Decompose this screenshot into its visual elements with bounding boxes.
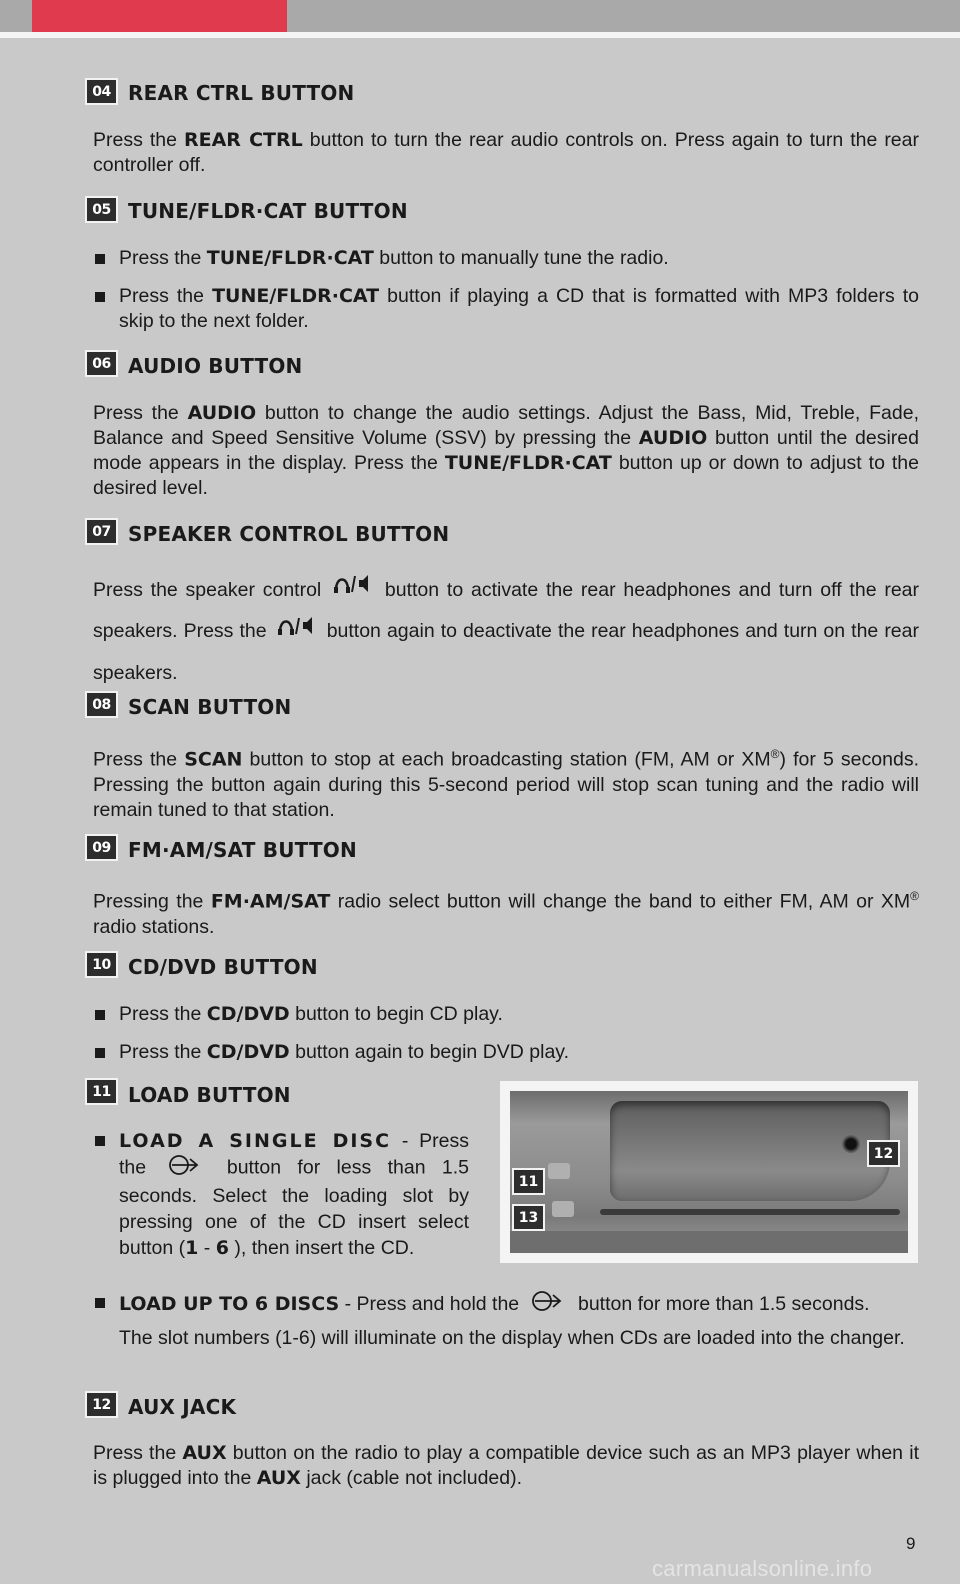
section-number-badge: 04 (85, 78, 118, 105)
cd-changer-photo (510, 1091, 908, 1253)
section-text: Press the AUX button on the radio to play a compatible device such as an MP3 player when it is plugged into the AUX jack (cable not included). (93, 1442, 919, 1489)
header-divider (0, 32, 960, 38)
section-heading: CD/DVD BUTTON (128, 955, 318, 979)
bullet-continuation: The slot numbers (1-6) will illuminate on the display when CDs are loaded into the changer. (119, 1327, 905, 1349)
headphones-speaker-icon (333, 570, 373, 611)
section-number-badge: 07 (85, 518, 118, 545)
section-heading: TUNE/FLDR·CAT BUTTON (128, 199, 408, 223)
photo-callout-badge: 13 (512, 1204, 545, 1231)
page-number: 9 (906, 1534, 916, 1553)
section-text: Press the AUDIO button to change the audio settings. Adjust the Bass, Mid, Treble, Fade, Balance and Speed Sensitive Volume (SSV) by pressing the AUDIO button until the desired mode appears in the display. Press the TUNE/FLDR·CAT button up or down to adjust to the desired level. (93, 402, 919, 499)
bullet-item: Press the TUNE/FLDR·CAT button if playing a CD that is formatted with MP3 folders to skip to the next folder. (119, 285, 920, 332)
watermark: carmanualsonline.info (652, 1556, 873, 1581)
section-heading: SCAN BUTTON (128, 695, 292, 719)
section-number-badge: 09 (85, 834, 118, 861)
headphones-speaker-icon (277, 612, 317, 653)
section-number-badge: 08 (85, 691, 118, 718)
aux-jack (842, 1135, 860, 1153)
load-disc-icon (529, 1290, 569, 1320)
bullet-item: LOAD UP TO 6 DISCS - Press and hold the button for more than 1.5 seconds. (119, 1290, 919, 1320)
load-disc-icon (166, 1154, 206, 1183)
section-heading: AUDIO BUTTON (128, 354, 303, 378)
header-bar (0, 0, 960, 32)
section-number-badge: 05 (85, 196, 118, 223)
section-number-badge: 12 (85, 1391, 118, 1418)
section-heading: REAR CTRL BUTTON (128, 81, 355, 105)
section-heading: LOAD BUTTON (128, 1083, 291, 1107)
section-text: Press the SCAN button to stop at each broadcasting station (FM, AM or XM®) for 5 seconds. Pressing the button again during this 5-second period will stop scan tuning and the radio will remain tuned to that station. (93, 747, 919, 821)
section-text: Press the REAR CTRL button to turn the rear audio controls on. Press again to turn the rear controller off. (93, 129, 919, 176)
section-text: Press the speaker control button to activate the rear headphones and turn off the rear speakers. Press the button again to deactivate the rear headphones and turn on the rear speakers. (93, 570, 919, 694)
section-number-badge: 06 (85, 350, 118, 377)
bullet-item: LOAD A SINGLE DISC - Press the button for less than 1.5 seconds. Select the loading slot by pressing one of the CD insert select button (1 - 6 ), then insert the CD. (119, 1130, 470, 1259)
photo-callout-badge: 12 (867, 1140, 900, 1167)
header-accent (32, 0, 287, 32)
section-text: Pressing the FM·AM/SAT radio select button will change the band to either FM, AM or XM® radio stations. (93, 889, 919, 938)
section-heading: AUX JACK (128, 1395, 237, 1419)
section-heading: SPEAKER CONTROL BUTTON (128, 522, 450, 546)
bullet-item: Press the CD/DVD button to begin CD play. (119, 1002, 919, 1027)
bullet-item: Press the TUNE/FLDR·CAT button to manually tune the radio. (119, 246, 919, 271)
photo-callout-badge: 11 (512, 1168, 545, 1195)
section-number-badge: 10 (85, 951, 118, 978)
section-number-badge: 11 (85, 1078, 118, 1105)
bullet-item: Press the CD/DVD button again to begin DVD play. (119, 1040, 919, 1065)
section-heading: FM·AM/SAT BUTTON (128, 838, 357, 862)
